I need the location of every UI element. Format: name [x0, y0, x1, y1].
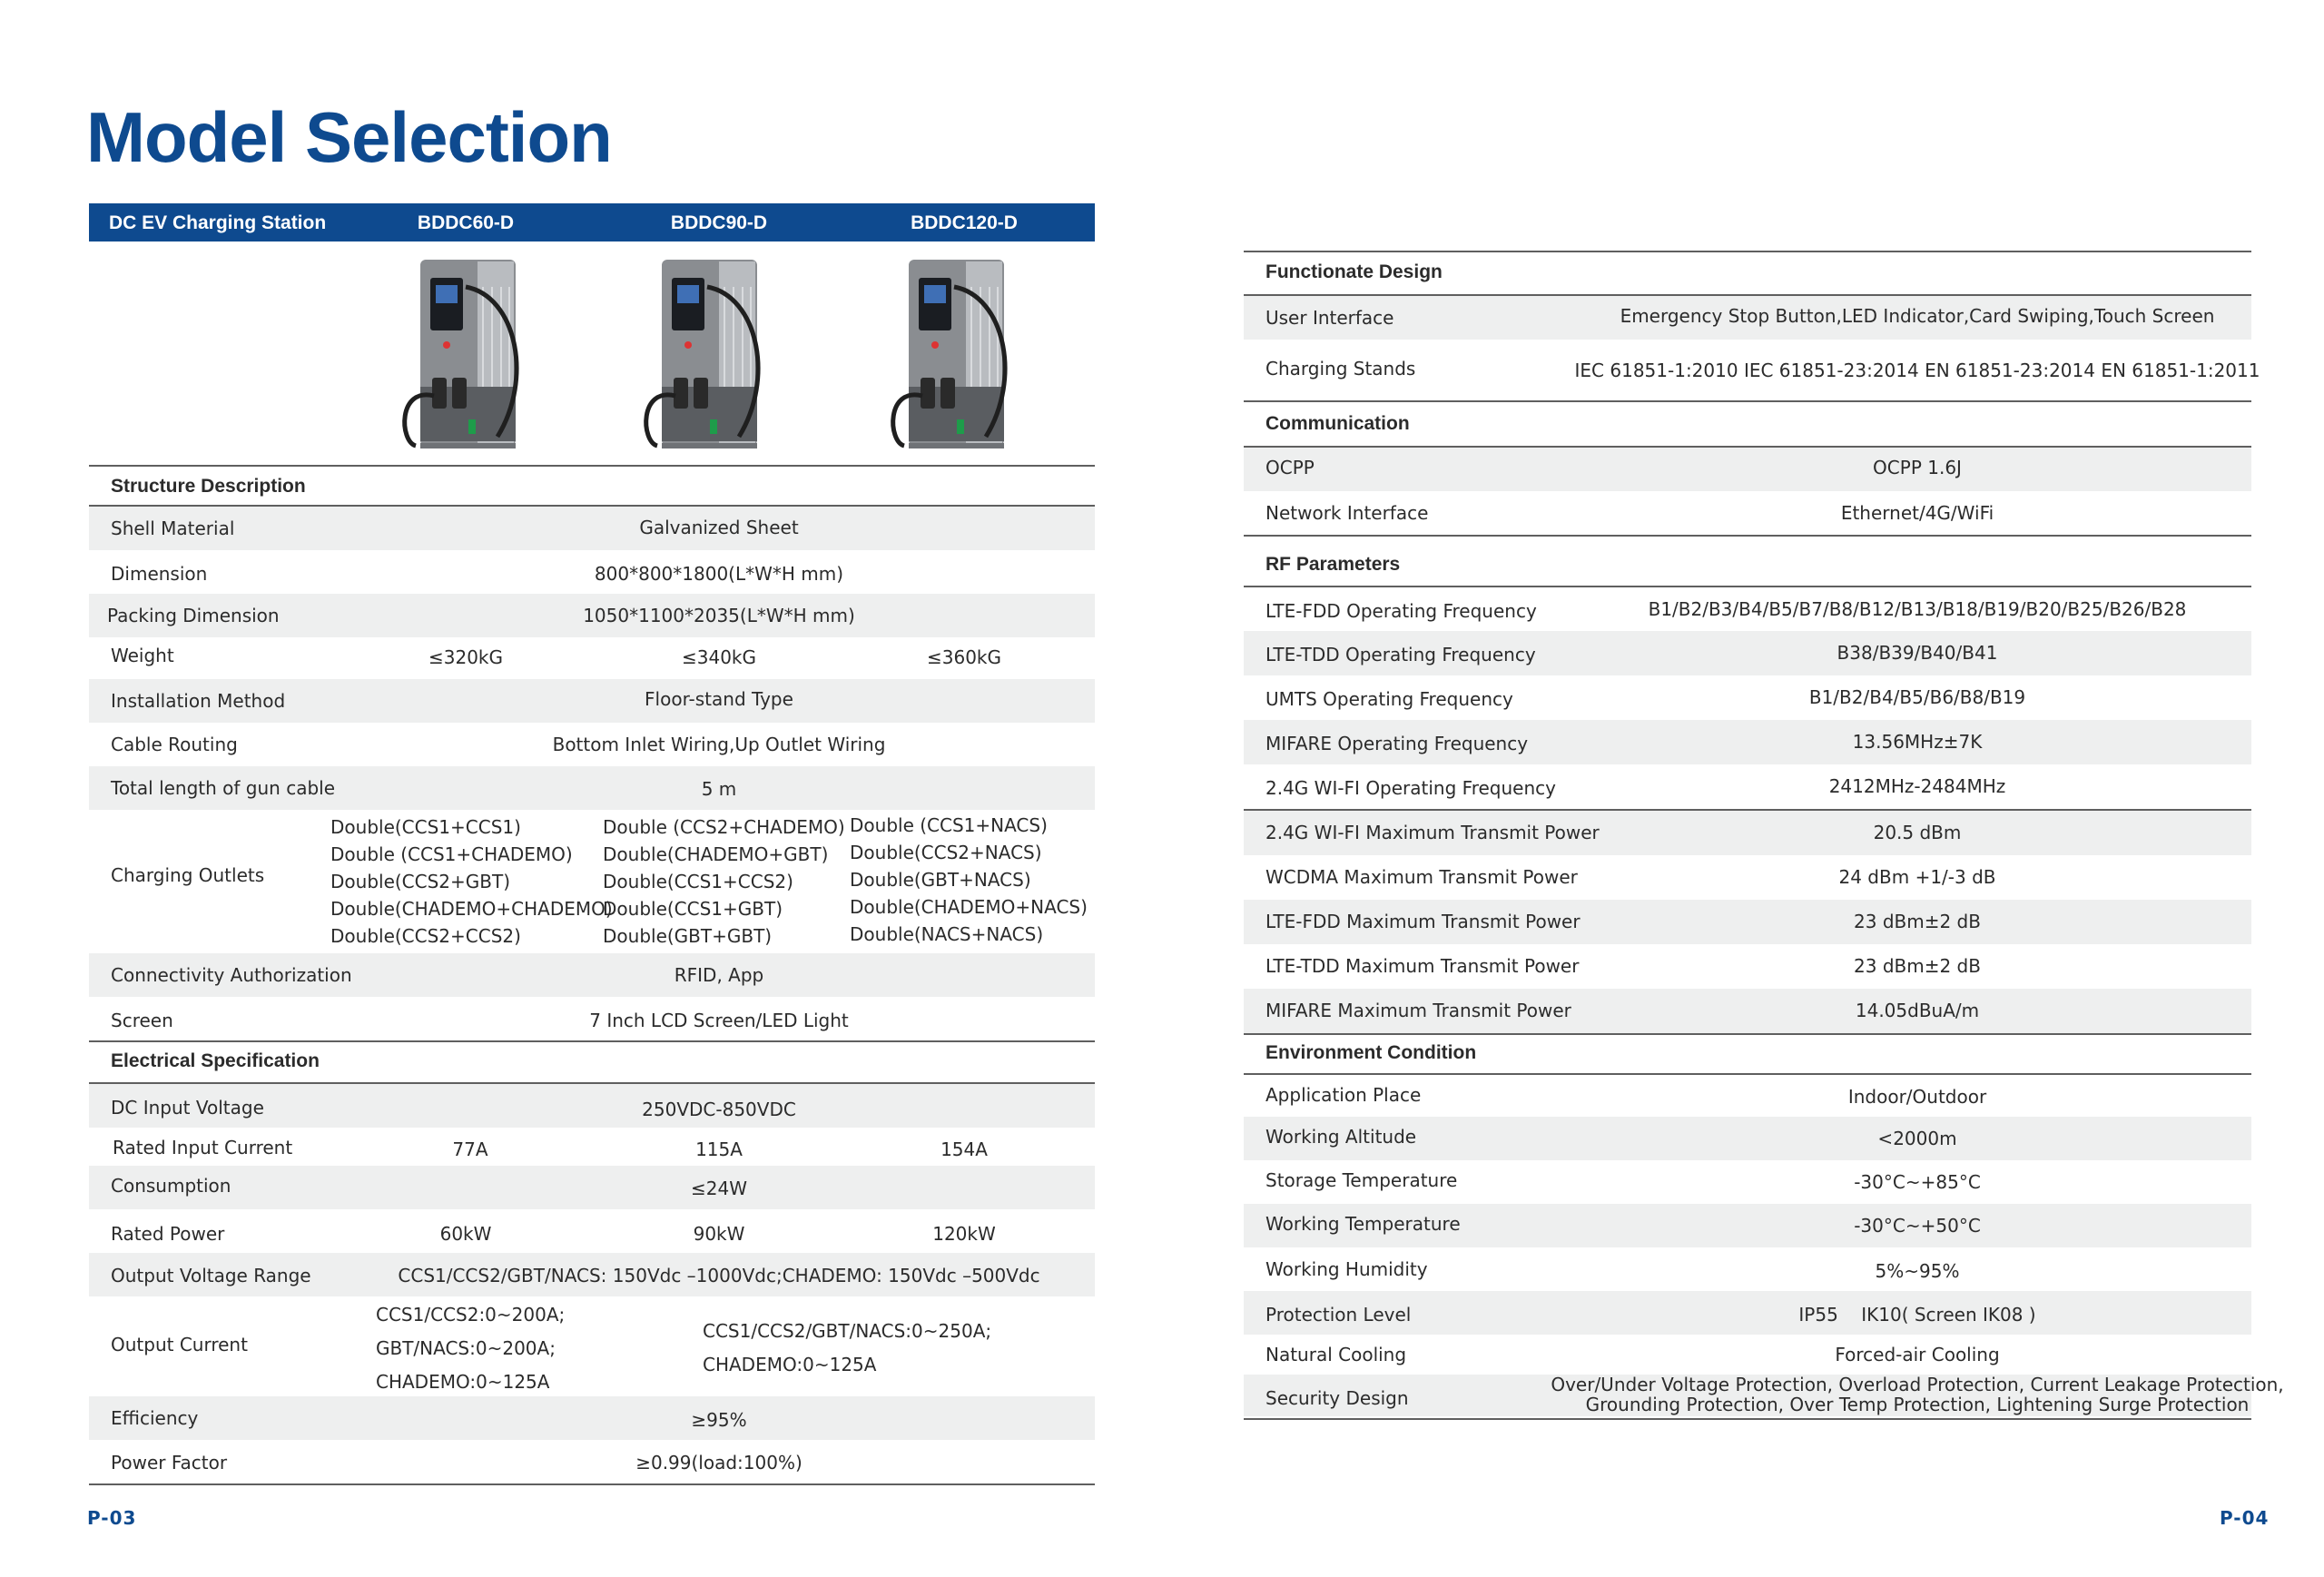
row-label: LTE-FDD Maximum Transmit Power	[1265, 911, 1581, 932]
row-value: Galvanized Sheet	[639, 517, 799, 538]
row-label: Storage Temperature	[1265, 1169, 1458, 1191]
header-model-90: BDDC90-D	[670, 212, 768, 233]
table-row	[89, 594, 1095, 637]
row-label: Total length of gun cable	[111, 777, 336, 799]
table-row	[89, 1296, 1095, 1395]
output-current-item: GBT/NACS:0~200A;	[376, 1337, 556, 1359]
row-label: Power Factor	[111, 1452, 228, 1474]
table-row	[1244, 1075, 2251, 1117]
row-label: Installation Method	[111, 690, 286, 712]
row-label: MIFARE Maximum Transmit Power	[1265, 1000, 1571, 1021]
outlet-item: Double (CCS1+NACS)	[850, 814, 1048, 836]
row-value: -30°C~+50°C	[1854, 1215, 1981, 1237]
table-row	[1244, 989, 2251, 1033]
row-value: 800*800*1800(L*W*H mm)	[594, 563, 844, 585]
outlet-item: Double (CCS1+CHADEMO)	[330, 843, 573, 865]
table-row	[1244, 1374, 2284, 1416]
row-value: -30°C~+85°C	[1854, 1171, 1981, 1193]
outlet-item: Double(GBT+NACS)	[850, 869, 1031, 891]
table-row	[1244, 587, 2251, 631]
table-row	[1244, 1291, 2251, 1335]
row-value: ≤24W	[691, 1178, 747, 1199]
security-design-value	[1551, 1375, 2283, 1414]
row-value: ≥0.99(load:100%)	[635, 1452, 803, 1474]
row-label: Application Place	[1265, 1084, 1422, 1106]
functional-heading: Functionate Design	[1265, 261, 1443, 282]
table-row	[89, 1440, 1095, 1483]
electrical-heading: Electrical Specification	[111, 1050, 320, 1071]
row-value: 60kW	[439, 1223, 492, 1245]
row-label: Working Temperature	[1265, 1213, 1461, 1235]
row-label: Connectivity Authorization	[111, 964, 352, 986]
row-label: LTE-TDD Operating Frequency	[1265, 644, 1536, 665]
table-row	[89, 550, 1095, 594]
row-value: Bottom Inlet Wiring,Up Outlet Wiring	[552, 734, 886, 755]
row-label: Efficiency	[111, 1407, 199, 1429]
outlet-list-col1	[330, 813, 613, 950]
rf-heading: RF Parameters	[1265, 554, 1401, 575]
outlet-item: Double(CHADEMO+NACS)	[850, 896, 1088, 918]
table-row	[1244, 631, 2251, 675]
row-value: Forced-air Cooling	[1835, 1344, 2000, 1365]
row-label: OCPP	[1265, 457, 1315, 478]
rule	[89, 1483, 1095, 1485]
page-title: Model Selection	[86, 97, 612, 177]
row-label: Output Current	[111, 1334, 248, 1355]
table-row	[89, 766, 1095, 810]
rule	[1244, 535, 2251, 537]
table-row	[89, 1396, 1095, 1440]
outlet-item: Double(CCS2+NACS)	[850, 842, 1042, 863]
row-label: Security Design	[1265, 1387, 1409, 1409]
row-value: 23 dBm±2 dB	[1854, 911, 1981, 932]
row-value: Ethernet/4G/WiFi	[1840, 502, 1994, 524]
row-label: Weight	[111, 645, 174, 666]
row-label: Charging Outlets	[111, 864, 265, 886]
row-value: 14.05dBuA/m	[1855, 1000, 1980, 1021]
row-value: IEC 61851-1:2010 IEC 61851-23:2014 EN 61851-23:2014 EN 61851-1:2011	[1574, 360, 2260, 381]
table-row	[89, 1253, 1095, 1296]
row-label: Protection Level	[1265, 1304, 1412, 1326]
outlet-item: Double(GBT+GBT)	[603, 925, 773, 947]
row-value: RFID, App	[674, 964, 764, 986]
outlet-item: Double(CHADEMO+CHADEMO)	[330, 898, 613, 920]
row-value: CCS1/CCS2/GBT/NACS: 150Vdc –1000Vdc;CHADEMO: 150Vdc –500Vdc	[398, 1265, 1040, 1286]
security-line: Over/Under Voltage Protection, Overload Protection, Current Leakage Protection,	[1551, 1374, 2284, 1395]
row-label: Rated Power	[111, 1223, 225, 1245]
row-label: WCDMA Maximum Transmit Power	[1265, 866, 1578, 888]
row-label: DC Input Voltage	[111, 1097, 264, 1119]
row-label: Dimension	[111, 563, 208, 585]
row-label: Shell Material	[111, 517, 235, 539]
row-value: IP55 IK10( Screen IK08 )	[1798, 1304, 2036, 1326]
rule	[1244, 1418, 2251, 1420]
output-current-item: CHADEMO:0~125A	[703, 1354, 877, 1375]
outlet-list-col3	[850, 812, 1088, 948]
row-value: ≤340kG	[681, 646, 757, 668]
table-row	[1244, 944, 2251, 989]
row-value: 250VDC-850VDC	[642, 1099, 796, 1120]
table-row	[89, 1166, 1095, 1209]
row-value: ≥95%	[691, 1409, 747, 1431]
table-row	[1244, 675, 2251, 720]
table-row	[89, 723, 1095, 766]
row-label: Network Interface	[1265, 502, 1429, 524]
table-row	[1244, 1204, 2251, 1247]
page-number-left: P-03	[87, 1507, 137, 1529]
table-row	[89, 637, 1095, 681]
row-label: Natural Cooling	[1265, 1344, 1407, 1365]
table-row	[1244, 1160, 2251, 1204]
table-row	[1244, 720, 2251, 764]
row-value: Emergency Stop Button,LED Indicator,Card Swiping,Touch Screen	[1620, 305, 2215, 327]
row-label: LTE-TDD Maximum Transmit Power	[1265, 955, 1580, 977]
outlet-item: Double (CCS2+CHADEMO)	[603, 816, 845, 838]
table-row	[89, 953, 1095, 997]
row-label: Consumption	[111, 1175, 231, 1197]
row-value: 13.56MHz±7K	[1852, 731, 1983, 753]
output-current-left	[376, 1298, 565, 1399]
table-row	[89, 810, 1095, 951]
outlet-list-col2	[603, 813, 845, 950]
row-value: 2412MHz-2484MHz	[1828, 775, 2006, 797]
row-label: Cable Routing	[111, 734, 238, 755]
row-value: 154A	[940, 1138, 988, 1160]
row-value: 77A	[452, 1138, 488, 1160]
table-row	[1244, 811, 2251, 855]
row-value: <2000m	[1877, 1128, 1957, 1149]
outlet-item: Double(CCS1+GBT)	[603, 898, 783, 920]
security-line: Grounding Protection, Over Temp Protection, Lightening Surge Protection	[1585, 1394, 2250, 1415]
row-value: 115A	[695, 1138, 743, 1160]
environment-heading: Environment Condition	[1265, 1042, 1477, 1063]
output-current-item: CCS1/CCS2/GBT/NACS:0~250A;	[703, 1320, 992, 1342]
table-row	[1244, 900, 2251, 944]
row-label: LTE-FDD Operating Frequency	[1265, 600, 1537, 622]
row-value: Indoor/Outdoor	[1847, 1086, 1987, 1108]
table-row	[89, 1128, 1095, 1166]
outlet-item: Double(CCS2+CCS2)	[330, 925, 521, 947]
row-value: 7 Inch LCD Screen/LED Light	[589, 1010, 849, 1031]
row-value: 23 dBm±2 dB	[1854, 955, 1981, 977]
left-spec-table	[89, 0, 1095, 1577]
row-label: 2.4G WI-FI Operating Frequency	[1265, 777, 1556, 799]
table-row	[89, 997, 1095, 1040]
row-label: Output Voltage Range	[111, 1265, 311, 1286]
rule	[1244, 251, 2251, 252]
row-value: 90kW	[693, 1223, 745, 1245]
row-label: Screen	[111, 1010, 173, 1031]
table-row	[1244, 1247, 2251, 1291]
row-label: Charging Stands	[1265, 358, 1416, 379]
row-value: 20.5 dBm	[1873, 822, 1962, 843]
outlet-item: Double(CCS1+CCS2)	[603, 871, 793, 892]
row-label: 2.4G WI-FI Maximum Transmit Power	[1265, 822, 1600, 843]
header-model-120: BDDC120-D	[911, 212, 1018, 233]
table-row	[1244, 855, 2251, 900]
row-label: MIFARE Operating Frequency	[1265, 733, 1529, 754]
row-value: ≤320kG	[428, 646, 504, 668]
table-row	[1244, 296, 2251, 340]
output-current-item: CCS1/CCS2:0~200A;	[376, 1304, 566, 1326]
rule	[89, 1040, 1095, 1042]
row-value: 24 dBm +1/-3 dB	[1838, 866, 1996, 888]
output-current-item: CHADEMO:0~125A	[376, 1371, 550, 1393]
row-label: Rated Input Current	[113, 1137, 293, 1158]
row-label: Packing Dimension	[107, 605, 280, 626]
right-spec-table	[1244, 0, 2284, 1577]
page-number-right: P-04	[2220, 1507, 2270, 1529]
outlet-item: Double(CCS2+GBT)	[330, 871, 511, 892]
row-value: Floor-stand Type	[645, 688, 793, 710]
row-value: 5 m	[701, 778, 737, 800]
row-value: 1050*1100*2035(L*W*H mm)	[583, 605, 855, 626]
table-row	[1244, 448, 2251, 491]
outlet-item: Double(CHADEMO+GBT)	[603, 843, 829, 865]
table-row	[89, 507, 1095, 550]
table-row	[1244, 1335, 2251, 1375]
row-value: B1/B2/B4/B5/B6/B8/B19	[1808, 686, 2026, 708]
row-label: Working Altitude	[1265, 1126, 1417, 1148]
rule	[1244, 400, 2251, 402]
header-model-60: BDDC60-D	[417, 212, 515, 233]
table-row	[89, 1209, 1095, 1253]
row-value: ≤360kG	[926, 646, 1002, 668]
rule	[89, 465, 1095, 467]
header-product-label: DC EV Charging Station	[109, 212, 327, 233]
row-value: B38/B39/B40/B41	[1837, 642, 1998, 664]
row-value: 5%~95%	[1875, 1260, 1960, 1282]
table-row	[1244, 491, 2251, 535]
table-row	[89, 679, 1095, 723]
communication-heading: Communication	[1265, 413, 1410, 434]
table-row	[89, 1084, 1095, 1128]
rule	[1244, 1033, 2251, 1035]
row-label: User Interface	[1265, 307, 1394, 329]
output-current-right	[703, 1315, 991, 1382]
row-label: Working Humidity	[1265, 1258, 1428, 1280]
table-row	[1244, 1117, 2251, 1160]
table-row	[1244, 340, 2260, 399]
row-value: 120kW	[932, 1223, 996, 1245]
row-value: OCPP 1.6J	[1873, 457, 1962, 478]
row-value: B1/B2/B3/B4/B5/B7/B8/B12/B13/B18/B19/B20/B25/B26/B28	[1648, 598, 2187, 620]
row-label: UMTS Operating Frequency	[1265, 688, 1513, 710]
structure-heading: Structure Description	[111, 476, 306, 497]
table-row	[1244, 764, 2251, 809]
outlet-item: Double(CCS1+CCS1)	[330, 816, 521, 838]
outlet-item: Double(NACS+NACS)	[850, 923, 1044, 945]
